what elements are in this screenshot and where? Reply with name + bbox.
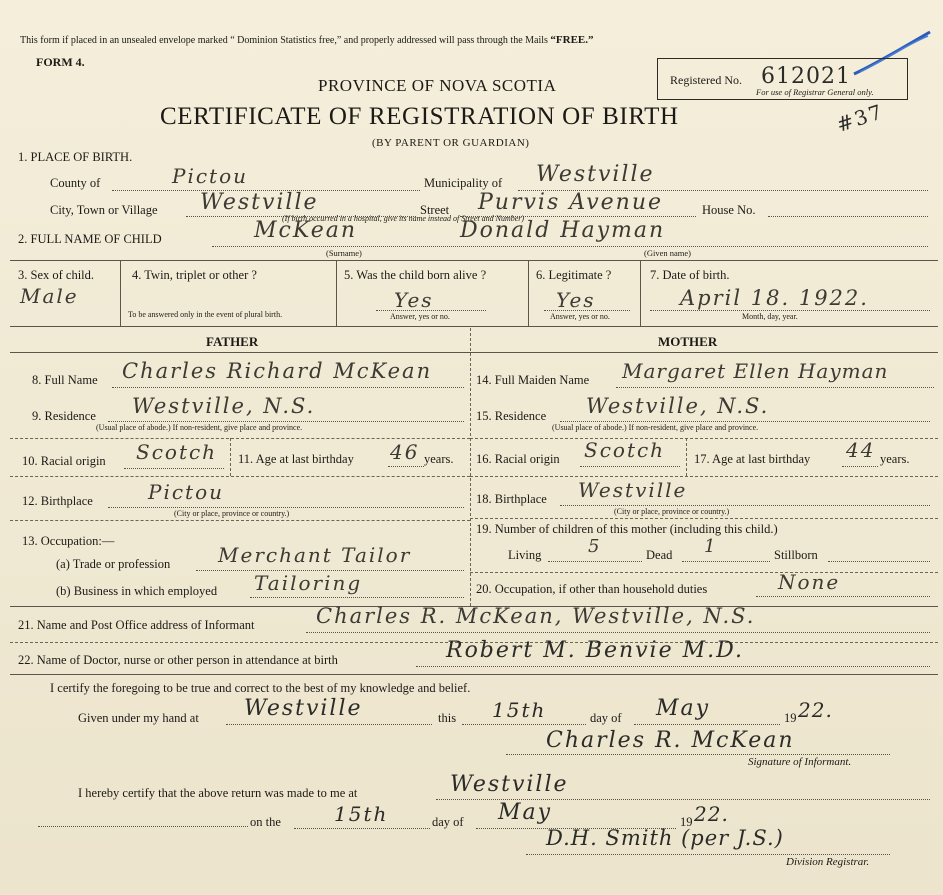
informant-signature-line [506,754,890,755]
doctor-line [416,666,930,667]
mother-dead-value: 1 [704,536,718,557]
mother-name-value: Margaret Ellen Hayman [622,359,889,383]
given-year-value: 22. [798,698,833,722]
birth-date-value: April 18. 1922. [680,286,869,310]
row3-divider-2 [336,260,337,326]
registrar-day-of-label: day of [432,815,464,829]
child-name-line [212,246,928,247]
father-birthplace-label: 12. Birthplace [22,494,93,508]
informant-label: 21. Name and Post Office address of Informant [18,618,255,632]
given-year-prefix: 19 [784,711,797,725]
mother-residence-label: 15. Residence [476,409,547,423]
father-racial-value: Scotch [136,440,218,464]
mother-racial-line [580,466,680,467]
mother-residence-value: Westville, N.S. [586,394,770,418]
mother-heading: MOTHER [658,334,718,349]
mother-dead-label: Dead [646,548,673,562]
mother-dead-line [682,561,770,562]
father-row-sep-2 [10,476,470,477]
certification-statement: I certify the foregoing to be true and correct to the best of my knowledge and belief. [50,681,471,695]
father-row-sep-3 [10,520,470,521]
given-day-of-label: day of [590,711,622,725]
birth-date-label: 7. Date of birth. [650,268,730,282]
mother-occupation-label: 20. Occupation, if other than household duties [476,582,708,596]
certification-top-border [10,674,938,675]
doctor-label: 22. Name of Doctor, nurse or other person in attendance at birth [18,653,338,667]
legitimate-line [544,310,630,311]
father-business-value: Tailoring [254,571,363,595]
mother-racial-value: Scotch [584,438,666,462]
municipality-label: Municipality of [424,176,503,190]
father-business-label: (b) Business in which employed [56,584,218,598]
mother-occupation-line [756,596,930,597]
mother-stillborn-line [828,561,930,562]
mother-birthplace-line [560,505,930,506]
father-business-line [250,597,464,598]
given-place-line [226,724,432,725]
city-value: Westville [200,190,319,215]
father-heading-rule [10,352,470,353]
father-racial-line [124,468,224,469]
registrar-note: For use of Registrar General only. [756,87,874,97]
row3-divider-4 [640,260,641,326]
sex-value: Male [20,284,79,308]
father-age-line [388,466,424,467]
registrar-signature: D.H. Smith (per J.S.) [546,826,784,850]
given-month-value: May [656,696,711,721]
given-day-line [462,724,586,725]
municipality-value: Westville [536,162,655,187]
place-of-birth-heading: 1. PLACE OF BIRTH. [18,150,133,164]
registrar-caption: Division Registrar. [786,856,870,868]
mother-row-sep-4 [470,572,938,573]
mother-living-label: Living [508,548,542,562]
mother-living-line [548,561,642,562]
alive-line [376,310,486,311]
mailing-note-text: This form if placed in an unsealed envelope marked “ Dominion Statistics free,” and properly addressed will pass through the Mails [20,35,548,46]
mother-age-value: 44 [846,438,876,462]
row3-top-border [10,260,938,261]
birth-date-line [650,310,930,311]
mother-name-line [616,387,934,388]
sex-label: 3. Sex of child. [18,268,95,282]
registrar-month-value: May [498,800,553,825]
twin-note: To be answered only in the event of plural birth. [128,310,283,319]
certificate-subtitle: (BY PARENT OR GUARDIAN) [372,137,530,149]
child-given-name: Donald Hayman [460,218,666,243]
street-label: Street [420,203,450,217]
city-label: City, Town or Village [50,203,158,217]
legitimate-note: Answer, yes or no. [550,312,610,321]
registrar-lead-line [38,826,248,827]
legitimate-label: 6. Legitimate ? [536,268,612,282]
legitimate-value: Yes [556,288,596,312]
twin-label: 4. Twin, triplet or other ? [132,268,257,282]
father-name-label: 8. Full Name [32,373,98,387]
mother-age-years: years. [880,452,910,466]
mother-row-sep-3 [470,518,938,519]
signature-caption: Signature of Informant. [748,756,852,768]
corner-mark: #37 [833,99,887,137]
given-month-line [634,724,780,725]
registrar-day-line [294,828,430,829]
form-number: FORM 4. [36,55,85,69]
father-age-years: years. [424,452,454,466]
doctor-value: Robert M. Benvie M.D. [446,638,744,663]
this-label: this [438,711,457,725]
given-day-value: 15th [492,698,547,722]
father-birthplace-line [108,507,464,508]
house-line [768,216,928,217]
child-name-label: 2. FULL NAME OF CHILD [18,232,162,246]
mother-age-line [842,466,878,467]
house-label: House No. [702,203,756,217]
father-occupation-label: 13. Occupation:— [22,534,115,548]
mother-name-label: 14. Full Maiden Name [476,373,590,387]
mother-racial-age-divider [686,438,687,476]
registrar-day-value: 15th [334,802,389,826]
mother-children-label: 19. Number of children of this mother (including this child.) [476,522,778,536]
registrar-on-label: on the [250,815,281,829]
registrar-statement: I hereby certify that the above return was made to me at [78,786,358,800]
child-surname: McKean [254,218,357,243]
father-trade-label: (a) Trade or profession [56,557,171,571]
alive-label: 5. Was the child born alive ? [344,268,487,282]
mother-residence-note: (Usual place of abode.) If non-resident, give place and province. [552,423,759,432]
mailing-note [20,34,594,46]
row3-divider-3 [528,260,529,326]
father-racial-age-divider [230,438,231,476]
father-residence-value: Westville, N.S. [132,394,316,418]
row3-bottom-border [10,326,938,327]
alive-note: Answer, yes or no. [390,312,450,321]
father-residence-label: 9. Residence [32,409,96,423]
father-trade-value: Merchant Tailor [218,543,412,567]
hospital-note: (If birth occurred in a hospital, give its name instead of Street and Number) [282,214,525,223]
registrar-signature-line [526,854,890,855]
father-residence-line [108,421,464,422]
certificate-title: CERTIFICATE OF REGISTRATION OF BIRTH [160,103,679,130]
registrar-year-prefix: 19 [680,815,693,829]
mother-birthplace-note: (City or place, province or country.) [614,507,730,516]
mother-stillborn-label: Stillborn [774,548,818,562]
mother-occupation-value: None [778,570,841,594]
informant-value: Charles R. McKean, Westville, N.S. [316,604,756,628]
father-age-value: 46 [390,440,420,464]
father-row-sep-1 [10,438,470,439]
informant-signature: Charles R. McKean [546,728,795,753]
registered-label: Registered No. [670,73,742,87]
mother-row-sep-2 [470,476,938,477]
mother-residence-line [560,421,930,422]
birth-date-note: Month, day, year. [742,312,798,321]
surname-caption: (Surname) [326,248,362,258]
mother-living-value: 5 [588,536,602,557]
father-age-label: 11. Age at last birthday [238,452,354,466]
given-place-value: Westville [244,696,363,721]
mother-racial-label: 16. Racial origin [476,452,560,466]
mother-birthplace-value: Westville [578,478,688,502]
registered-number: 612021 [761,64,851,89]
parents-column-divider [470,328,471,606]
given-caption: (Given name) [644,248,691,258]
registered-box [657,58,908,100]
province-heading: PROVINCE OF NOVA SCOTIA [318,76,557,95]
mother-heading-rule [470,352,938,353]
mother-age-label: 17. Age at last birthday [694,452,811,466]
row3-divider-1 [120,260,121,326]
father-birthplace-note: (City or place, province or country.) [174,509,290,518]
county-label: County of [50,176,101,190]
mailing-free: “FREE.” [550,34,594,46]
informant-line [306,632,930,633]
father-heading: FATHER [206,334,259,349]
given-at-label: Given under my hand at [78,711,199,725]
registrar-place-value: Westville [450,772,569,797]
father-birthplace-value: Pictou [148,480,225,504]
mother-birthplace-label: 18. Birthplace [476,492,547,506]
registrar-year-value: 22. [694,802,729,826]
father-racial-label: 10. Racial origin [22,454,106,468]
street-value: Purvis Avenue [478,190,664,215]
father-residence-note: (Usual place of abode.) If non-resident, give place and province. [96,423,303,432]
father-name-value: Charles Richard McKean [122,359,433,383]
alive-value: Yes [394,288,434,312]
county-value: Pictou [172,164,249,188]
father-name-line [112,387,464,388]
